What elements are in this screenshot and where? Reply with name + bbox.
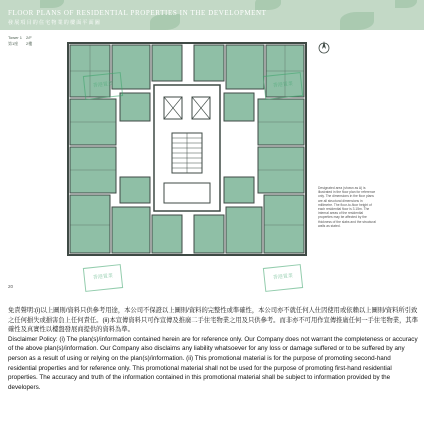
- unit-area: [70, 195, 110, 253]
- tower-label-en: Tower 1: [8, 35, 23, 40]
- watermark-stamp: 香港置業: [263, 264, 303, 292]
- unit-area: [226, 45, 264, 89]
- page-subtitle: 發展項目的住宅物業的樓面平面圖: [8, 20, 102, 26]
- leaf-decoration: [395, 0, 417, 8]
- floor-label-zh: 2樓: [26, 41, 33, 46]
- disclaimer-en: Disclaimer Policy: (i) The plan(s)/information contained herein are for reference only. Our Company does not warrant the completeness or accuracy of the above plan(s)/information. Our Company also disclaims any liability whatsoever for any loss or damage suffered or to be suffered by any person as a result of using or relying on the plan(s)/information. (ii) This promotional material is for the purpose of promoting second-hand residential properties and for reference only. This promotional material shall not be used for the purpose of promoting first-hand residential properties. The accuracy and truth of the information contained in this promotional material shall be subject to information provided by the developers.: [8, 335, 418, 391]
- unit-area: [120, 177, 150, 203]
- watermark-stamp: 香港置業: [83, 72, 123, 100]
- leaf-decoration: [340, 12, 374, 30]
- tower-info: [8, 35, 44, 47]
- plan-notes: Designated area (shown as A) is illustrated in the floor plan for reference only. The dimensions in the floor plans are all structural dimensions in millimetre. The floor-to-floor height of each residential floor is 3.15m. The internal areas of the residential properties may be affected by the thickness of the slabs and the structural walls as stated.: [318, 186, 376, 228]
- unit-area: [152, 45, 182, 81]
- watermark-stamp: 香港置業: [263, 72, 303, 100]
- unit-area: [264, 195, 304, 253]
- unit-area: [194, 215, 224, 253]
- unit-area: [152, 215, 182, 253]
- leaf-decoration: [40, 0, 64, 8]
- north-arrow-icon: [318, 40, 330, 54]
- unit-area: [112, 207, 150, 253]
- disclaimer-zh: 免責聲明:(i)以上圖則/資料只供參考用途，本公司不保證以上圖則/資料的完整性或準確性，本公司亦不就任何人仕因使用或依賴以上圖則/資料所引致之任何損失或損害負上任何責任。(ii)本宣傳資料只可作宣傳及推廣二手住宅物業之用及只供參考。而非亦不可用作宣傳推廣任何一手住宅物業，其準確性及真實性以樓盤發展商提供的資料為準。: [8, 307, 418, 334]
- page-number: 20: [8, 284, 14, 289]
- floor-plan: [60, 37, 314, 261]
- unit-area: [226, 207, 262, 253]
- watermark-stamp: 香港置業: [83, 264, 123, 292]
- unit-area: [224, 177, 254, 203]
- floor-label-en: 2/F: [26, 35, 32, 40]
- unit-area: [224, 93, 254, 121]
- unit-area: [194, 45, 224, 81]
- header-banner: [0, 0, 424, 30]
- disclaimer: [8, 306, 418, 392]
- page-title: FLOOR PLANS OF RESIDENTIAL PROPERTIES IN THE DEVELOPMENT: [8, 9, 267, 17]
- unit-area: [120, 93, 150, 121]
- tower-label-zh: 第1座: [8, 41, 19, 46]
